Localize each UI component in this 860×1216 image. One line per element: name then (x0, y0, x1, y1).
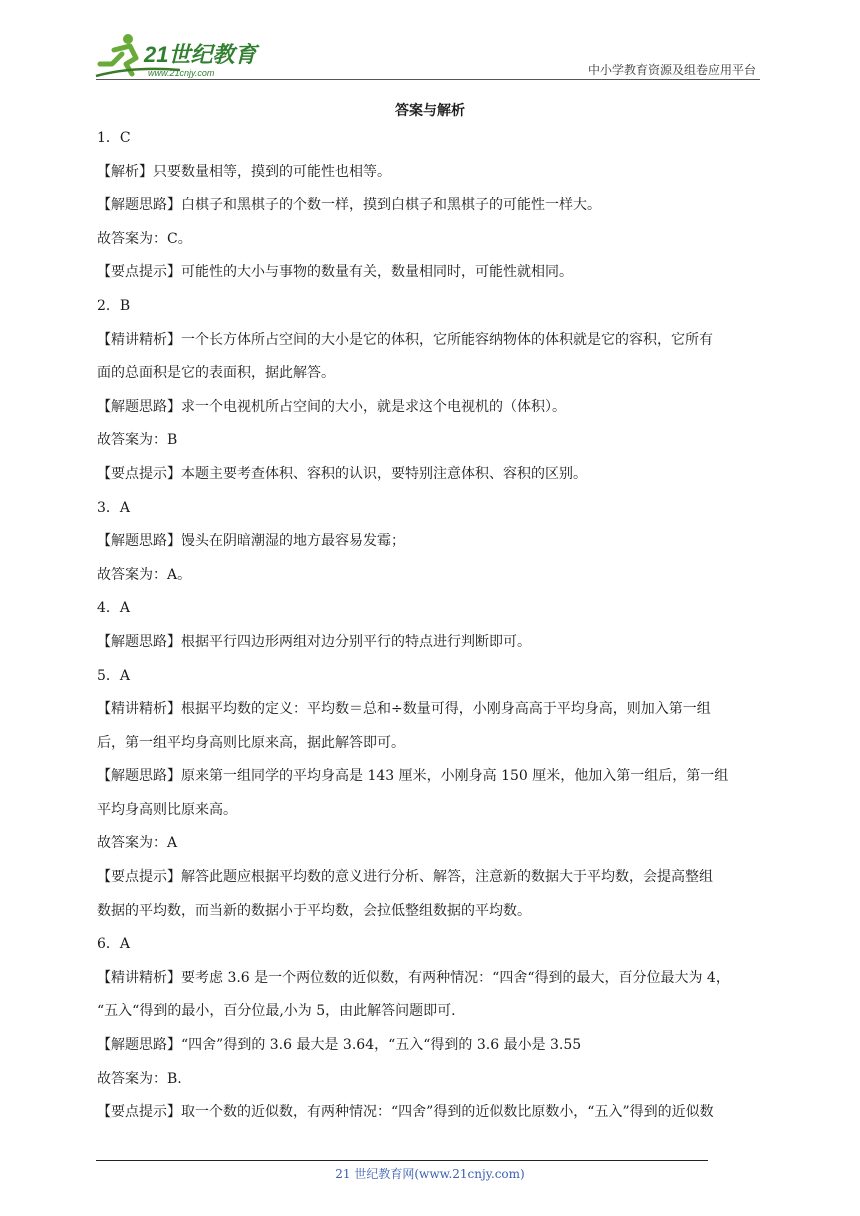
text-line: 4．A (97, 600, 131, 617)
text-line: 【解题思路】白棋子和黑棋子的个数一样，摸到白棋子和黑棋子的可能性一样大。 (97, 197, 601, 214)
header-divider (96, 79, 760, 80)
text-line: 3．A (97, 499, 131, 516)
text-line: 1．C (97, 130, 131, 146)
text-line: 【解题思路】馒头在阴暗潮湿的地方最容易发霉； (97, 533, 405, 550)
text-line: 面的总面积是它的表面积，据此解答。 (97, 365, 335, 382)
text-line: 【要点提示】本题主要考查体积、容积的认识，要特别注意体积、容积的区别。 (97, 465, 587, 482)
platform-name: 中小学教育资源及组卷应用平台 (587, 63, 756, 77)
answer-content (97, 122, 765, 1130)
text-line: 【精讲精析】根据平均数的定义：平均数＝总和÷数量可得，小刚身高高于平均身高，则加入第一组 (97, 701, 711, 718)
text-line: 后，第一组平均身高则比原来高，据此解答即可。 (97, 734, 405, 751)
text-line: 【解题思路】求一个电视机所占空间的大小，就是求这个电视机的（体积）。 (97, 398, 566, 415)
text-line: 【要点提示】取一个数的近似数，有两种情况：“四舍”得到的近似数比原数小，“五入”得到的近似数 (97, 1104, 714, 1121)
text-line: “五入“得到的最小，百分位最,小为 5，由此解答问题即可. (97, 1003, 456, 1020)
text-line: 【要点提示】可能性的大小与事物的数量有关，数量相同时，可能性就相同。 (97, 264, 573, 281)
text-line: 故答案为：B. (97, 1070, 182, 1087)
text-line: 故答案为：B (97, 432, 178, 449)
text-line: 2．B (97, 297, 131, 314)
logo-text: 21世纪教育 (144, 42, 257, 67)
text-line: 【精讲精析】一个长方体所占空间的大小是它的体积，它所能容纳物体的体积就是它的容积，它所有 (97, 331, 713, 348)
text-line: 故答案为：A。 (97, 566, 192, 583)
text-line: 故答案为：A (97, 835, 178, 852)
page-title: 答案与解析 (395, 103, 465, 119)
logo-url-text: www.21cnjy.com (148, 68, 215, 78)
page-header (0, 0, 860, 90)
text-line: 5．A (97, 667, 131, 684)
text-line: 【要点提示】解答此题应根据平均数的意义进行分析、解答，注意新的数据大于平均数，会提高整组 (97, 869, 713, 886)
page-footer: 21 世纪教育网(www.21cnjy.com) (335, 1167, 525, 1181)
text-line: 【精讲精析】要考虑 3.6 是一个两位数的近似数，有两种情况：“四舍“得到的最大，百分位最大为 4， (97, 969, 730, 986)
footer-divider (96, 1160, 708, 1161)
text-line: 故答案为：C。 (97, 230, 192, 247)
text-line: 平均身高则比原来高。 (97, 801, 237, 818)
text-line: 【解析】只要数量相等，摸到的可能性也相等。 (97, 163, 391, 180)
logo-21cnjy (92, 30, 292, 82)
text-line: 【解题思路】根据平行四边形两组对边分别平行的特点进行判断即可。 (97, 633, 531, 650)
text-line: 【解题思路】“四舍”得到的 3.6 最大是 3.64，“五入“得到的 3.6 最小是 3.55 (97, 1037, 582, 1054)
text-line: 【解题思路】原来第一组同学的平均身高是 143 厘米，小刚身高 150 厘米，他加入第一组后，第一组 (97, 768, 729, 785)
text-line: 数据的平均数，而当新的数据小于平均数，会拉低整组数据的平均数。 (97, 902, 531, 919)
text-line: 6．A (97, 936, 131, 953)
